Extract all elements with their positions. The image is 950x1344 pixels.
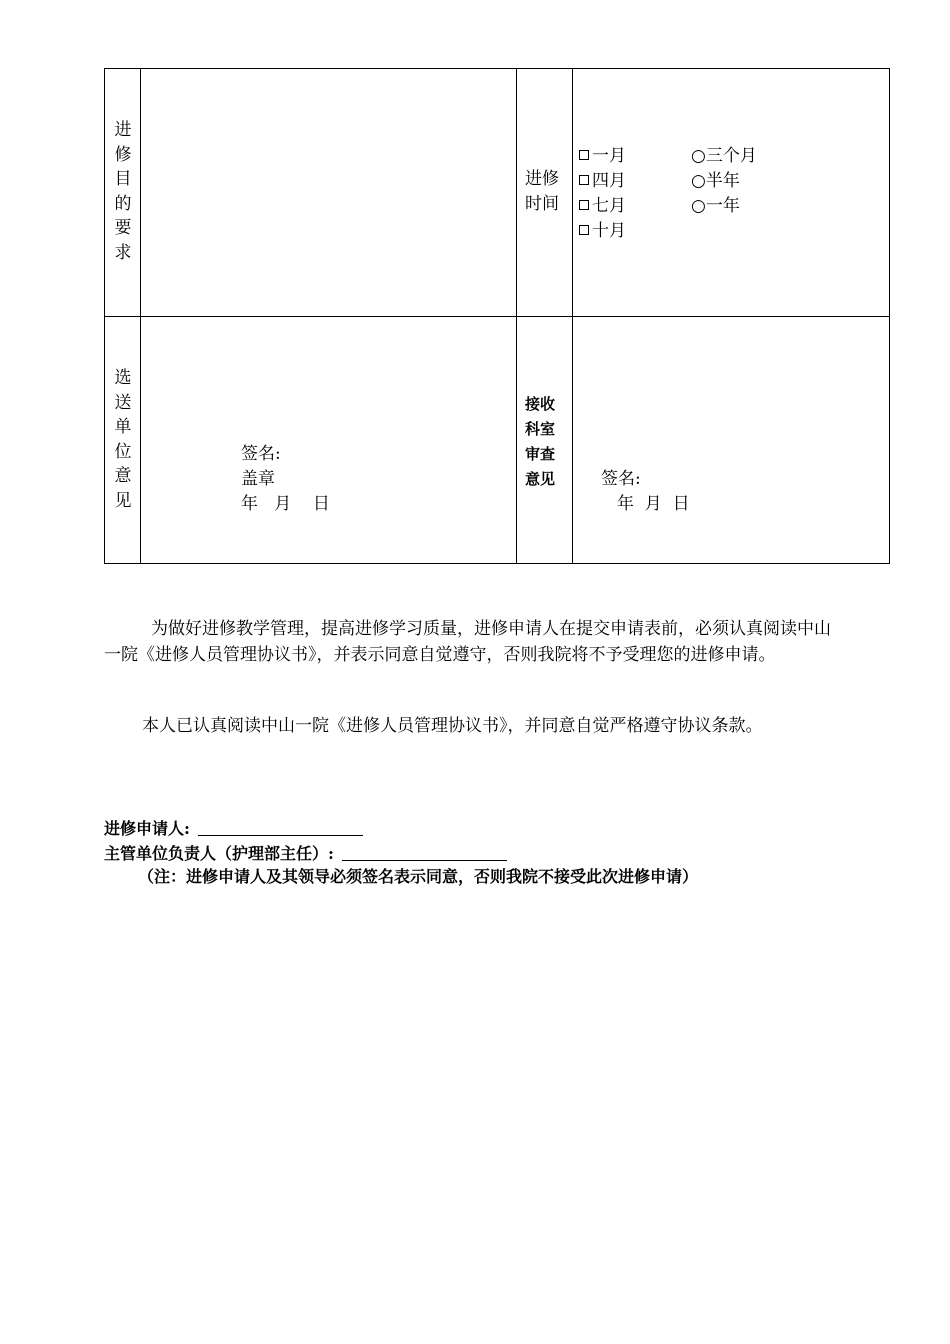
study-duration-label: 进修 时间 bbox=[525, 169, 559, 214]
option-one-month[interactable]: 一月 bbox=[579, 144, 626, 169]
checkbox-icon[interactable] bbox=[579, 200, 589, 210]
sending-unit-signature-label: 签名: bbox=[241, 444, 281, 464]
option-three-months[interactable]: ○三个月 bbox=[691, 146, 757, 166]
option-one-year[interactable]: ○一年 bbox=[691, 196, 740, 216]
supervisor-label: 主管单位负责人（护理部主任）: bbox=[104, 844, 334, 863]
checkbox-icon[interactable] bbox=[579, 150, 589, 160]
radio-icon[interactable]: ○ bbox=[691, 171, 706, 191]
option-seven-months[interactable]: 七月 bbox=[579, 194, 626, 219]
applicant-signature-row bbox=[104, 816, 363, 841]
supervisor-signature-row bbox=[104, 841, 507, 866]
receiving-dept-date-label: 年 月 日 bbox=[617, 494, 690, 514]
sending-unit-date-label: 年 月 日 bbox=[241, 494, 330, 514]
agreement-paragraph: 本人已认真阅读中山一院《进修人员管理协议书》，并同意自觉严格遵守协议条款。 bbox=[142, 716, 763, 736]
applicant-signature-field[interactable] bbox=[198, 817, 363, 836]
supervisor-signature-field[interactable] bbox=[342, 842, 507, 861]
option-four-months[interactable]: 四月 bbox=[579, 169, 626, 194]
study-purpose-label: 进 修 目 的 要 求 bbox=[114, 120, 132, 263]
receiving-dept-review-label: 接收 科室 审查 意见 bbox=[525, 395, 556, 488]
option-ten-months[interactable]: 十月 bbox=[579, 219, 626, 244]
option-half-year[interactable]: ○半年 bbox=[691, 171, 740, 191]
signature-note: （注：进修申请人及其领导必须签名表示同意，否则我院不接受此次进修申请） bbox=[138, 867, 699, 886]
receiving-dept-signature-label: 签名: bbox=[601, 469, 641, 489]
radio-icon[interactable]: ○ bbox=[691, 146, 706, 166]
applicant-label: 进修申请人: bbox=[104, 819, 190, 838]
sending-unit-opinion-label: 选 送 单 位 意 见 bbox=[114, 368, 132, 511]
receiving-dept-opinion-field[interactable] bbox=[573, 317, 889, 563]
radio-icon[interactable]: ○ bbox=[691, 196, 706, 216]
notice-paragraph: 为做好进修教学管理，提高进修学习质量，进修申请人在提交申请表前，必须认真阅读中山一院《进修人员管理协议书》，并表示同意自觉遵守，否则我院将不予受理您的进修申请。 bbox=[104, 619, 831, 665]
checkbox-icon[interactable] bbox=[579, 175, 589, 185]
application-form-table bbox=[104, 68, 890, 564]
study-purpose-field[interactable] bbox=[141, 69, 516, 316]
checkbox-icon[interactable] bbox=[579, 225, 589, 235]
sending-unit-opinion-field[interactable] bbox=[141, 317, 516, 563]
sending-unit-stamp-label: 盖章 bbox=[241, 469, 275, 489]
